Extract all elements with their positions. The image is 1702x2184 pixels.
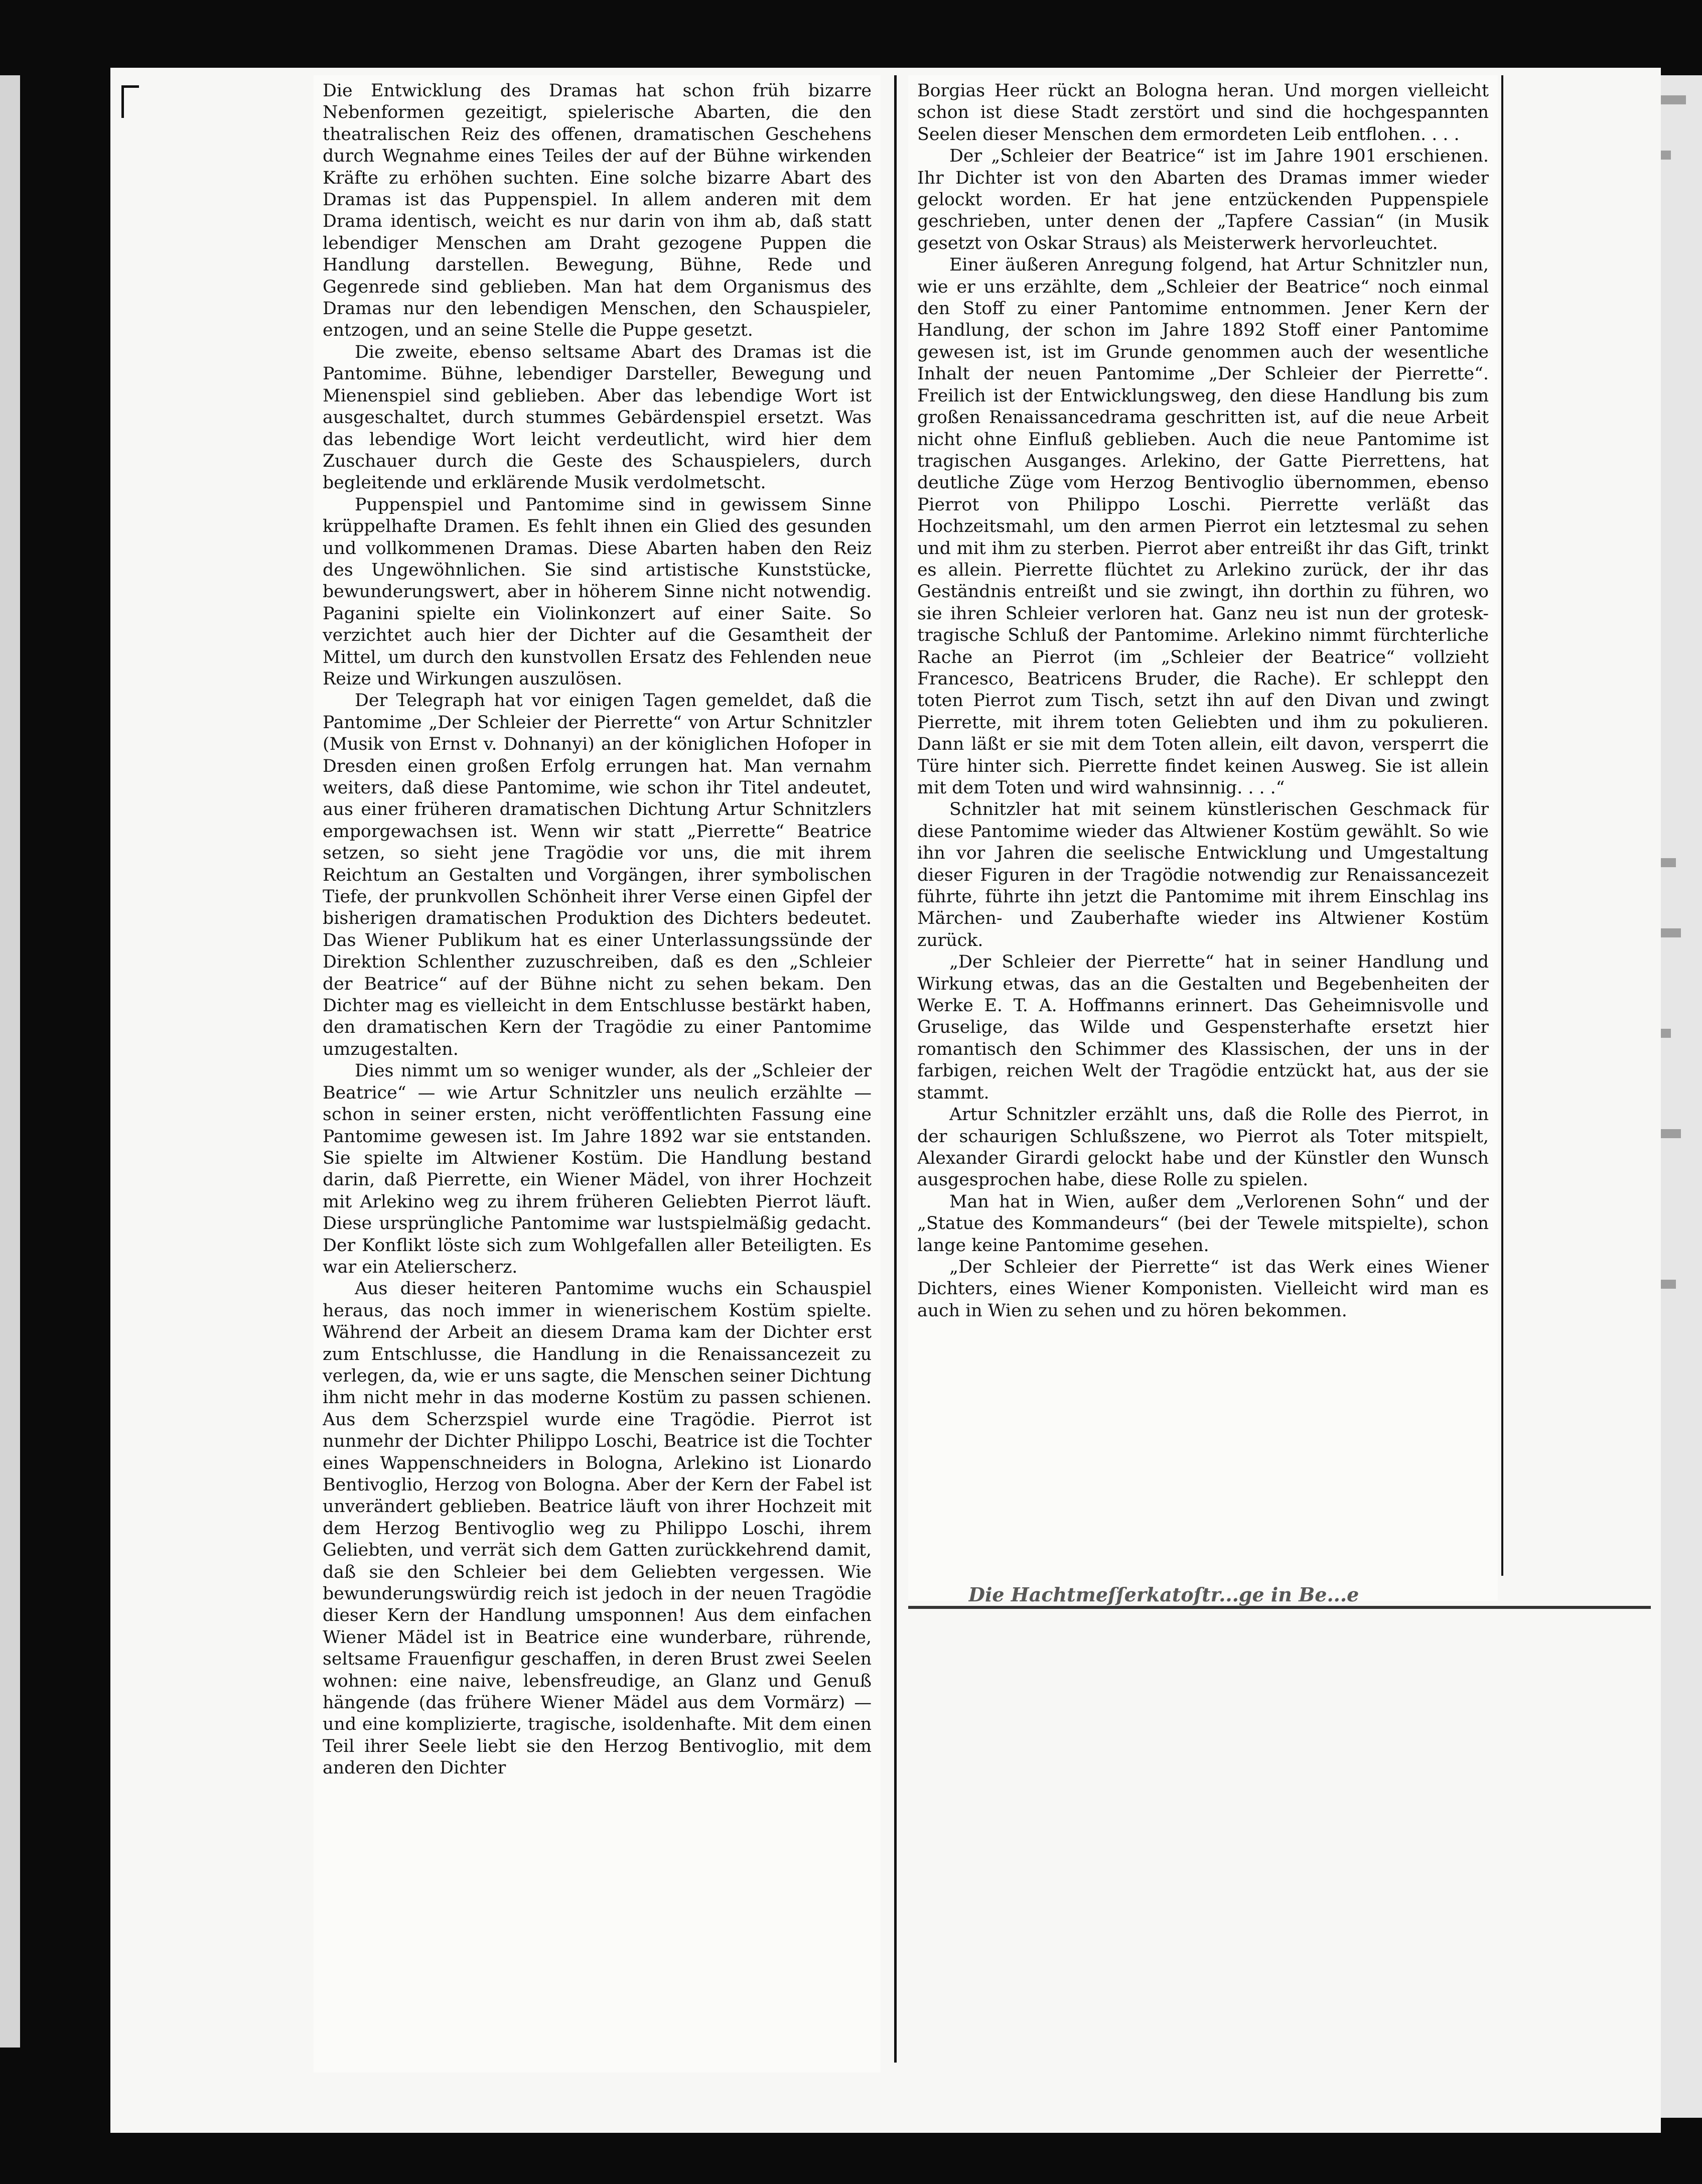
truncated-heading: Die Hachtmeſſerkatoſtr...ge in Be...e <box>968 1583 1359 1606</box>
column-right-text <box>917 80 1489 1596</box>
paragraph: Aus dieser heiteren Pantomime wuchs ein Schauspiel heraus, das noch immer in wienerischem Kostüm spielte. Während der Arbeit an diesem Drama kam der Dichter erst zum Entschlusse, die Handlung in die Renaissancezeit zu verlegen, da, wie er uns sagte, die Menschen seiner Dichtung ihm nicht mehr in das moderne Kostüm zu passen schienen. Aus dem Scherzspiel wurde eine Tragödie. Pierrot ist nunmehr der Dichter Philippo Loschi, Beatrice ist die Tochter eines Wappenschneiders in Bologna, Arlekino ist Lionardo Bentivoglio, Herzog von Bologna. Aber der Kern der Fabel ist unverändert geblieben. Beatrice läuft von ihrer Hochzeit mit dem Herzog Bentivoglio weg zu Philippo Loschi, ihrem Geliebten, und verrät sich dem Gatten zurückkehrend damit, daß sie den Schleier bei dem Geliebten vergessen. Wie bewunderungswürdig reich ist jedoch in der neuen Tragödie dieser Kern der Handlung umsponnen! Aus dem einfachen Wiener Mädel ist in Beatrice eine wunderbare, rührende, seltsame Frauenfigur geschaffen, in deren Brust zwei Seelen wohnen: eine naive, lebensfreudige, an Glanz und Genuß hängende (das frühere Wiener Mädel aus dem Vormärz) — und eine komplizierte, tragische, isoldenhafte. Mit dem einen Teil ihrer Seele liebt sie den Herzog Bentivoglio, mit dem anderen den Dichter <box>323 1279 872 1779</box>
paragraph: Schnitzler hat mit seinem künstlerischen Geschmack für diese Pantomime wieder das Altwiener Kostüm gewählt. So wie ihn vor Jahren die seelische Entwicklung und Umgestaltung dieser Figuren in der Tragödie notwendig zur Renaissancezeit führte, führte ihn jetzt die Pantomime mit ihrem Einschlag ins Märchen- und Zauberhafte wieder ins Altwiener Kostüm zurück. <box>917 799 1489 950</box>
clipping-edge-right <box>1501 75 1503 1576</box>
column-rule <box>894 75 897 2063</box>
clipping-column-left <box>314 75 881 2073</box>
paragraph: Puppenspiel und Pantomime sind in gewissem Sinne krüppelhafte Dramen. Es fehlt ihnen ein Glied des gesunden und vollkommenen Dramas. Diese Abarten haben den Reiz des Ungewöhnlichen. Sie sind artistische Kunststücke, bewunderungswert, aber in höherem Sinne nicht notwendig. Paganini spielte ein Violinkonzert auf einer Saite. So verzichtet auch hier der Dichter auf die Gesamtheit der Mittel, um durch den kunstvollen Ersatz des Fehlenden neue Reize und Wirkungen auszulösen. <box>323 494 872 689</box>
paragraph: Der Telegraph hat vor einigen Tagen gemeldet, daß die Pantomime „Der Schleier der Pierrette“ von Artur Schnitzler (Musik von Ernst v. Dohnanyi) an der königlichen Hofoper in Dresden einen großen Erfolg errungen hat. Man vernahm weiters, daß diese Pantomime, wie schon ihr Titel andeutet, aus einer früheren dramatischen Dichtung Artur Schnitzlers emporgewachsen ist. Wenn wir statt „Pierrette“ Beatrice setzen, so sieht jene Tragödie vor uns, die mit ihrem Reichtum an Gestalten und Vorgängen, ihrer symbolischen Tiefe, der prunkvollen Schönheit ihrer Verse einen Gipfel der bisherigen dramatischen Produktion des Dichters bedeutet. Das Wiener Publikum hat es einer Unterlassungssünde der Direktion Schlenther zuzuschreiben, daß es den „Schleier der Beatrice“ auf der Bühne nicht zu sehen bekam. Den Dichter mag es vielleicht in dem Entschlusse bestärkt haben, den dramatischen Kern der Tragödie zu einer Pantomime umzugestalten. <box>323 691 872 1059</box>
paragraph: Die Entwicklung des Dramas hat schon früh bizarre Nebenformen gezeitigt, spielerische Abarten, die den theatralischen Reiz des offenen, dramatischen Geschehens durch Wegnahme eines Teiles der auf der Bühne wirkenden Kräfte zu erhöhen suchten. Eine solche bizarre Abart des Dramas ist das Puppenspiel. In allem anderen mit dem Drama identisch, weicht es nur darin von ihm ab, daß statt lebendiger Menschen am Draht gezogene Puppen die Handlung darstellen. Bewegung, Bühne, Rede und Gegenrede sind geblieben. Man hat dem Organismus des Dramas nur den lebendigen Menschen, den Schauspieler, entzogen, und an seine Stelle die Puppe gesetzt. <box>323 81 872 341</box>
column-left-text <box>323 80 872 2068</box>
corner-mark <box>121 85 139 118</box>
adjacent-page-edge-left <box>0 75 20 2048</box>
clipping-bottom-edge <box>908 1606 1651 1609</box>
paragraph: Einer äußeren Anregung folgend, hat Artur Schnitzler nun, wie er uns erzählte, dem „Schleier der Beatrice“ noch einmal den Stoff zu einer Pantomime entnommen. Jener Kern der Handlung, der schon im Jahre 1892 Stoff einer Pantomime gewesen ist, ist im Grunde genommen auch der wesentliche Inhalt der neuen Pantomime „Der Schleier der Pierrette“. Freilich ist der Entwicklungsweg, den diese Handlung bis zum großen Renaissancedrama geschritten ist, auf die neue Arbeit nicht ohne Einfluß geblieben. Auch die neue Pantomime ist tragischen Ausganges. Arlekino, der Gatte Pierrettens, hat deutliche Züge vom Herzog Bentivoglio übernommen, ebenso Pierrot von Philippo Loschi. Pierrette verläßt das Hochzeitsmahl, um den armen Pierrot ein letztesmal zu sehen und mit ihm zu sterben. Pierrot aber entreißt ihr das Gift, trinkt es allein. Pierrette flüchtet zu Arlekino zurück, der ihr das Geständnis entreißt und sie zwingt, ihn dorthin zu führen, wo sie ihren Schleier verloren hat. Ganz neu ist nun der grotesk-tragische Schluß der Pantomime. Arlekino nimmt fürchterliche Rache an Pierrot (im „Schleier der Beatrice“ vollzieht Francesco, Beatricens Bruder, die Rache). Er schleppt den toten Pierrot zum Tisch, setzt ihn auf den Divan und zwingt Pierrette, mit ihrem toten Geliebten und ihm zu pokulieren. Dann läßt er sie mit dem Toten allein, eilt davon, versperrt die Türe hinter sich. Pierrette findet keinen Ausweg. Sie ist allein mit dem Toten und wird wahnsinnig. . . .“ <box>917 255 1489 798</box>
paragraph: Borgias Heer rückt an Bologna heran. Und morgen vielleicht schon ist diese Stadt zerstört und sind die hochgespannten Seelen dieser Menschen dem ermordeten Leib entflohen. . . . <box>917 81 1489 145</box>
paragraph: Man hat in Wien, außer dem „Verlorenen Sohn“ und der „Statue des Kommandeurs“ (bei der Tewele mitspielte), schon lange keine Pantomime gesehen. <box>917 1191 1489 1256</box>
clipping-column-right <box>908 75 1498 1601</box>
paragraph: Dies nimmt um so weniger wunder, als der „Schleier der Beatrice“ — wie Artur Schnitzler uns neulich erzählte — schon in seiner ersten, nicht veröffentlichten Fassung eine Pantomime gewesen ist. Im Jahre 1892 war sie entstanden. Sie spielte im Altwiener Kostüm. Die Handlung bestand darin, daß Pierrette, ein Wiener Mädel, von ihrer Hochzeit mit Arlekino weg zu ihrem früheren Geliebten Pierrot läuft. Diese ursprüngliche Pantomime war lustspielmäßig gedacht. Der Konflikt löste sich zum Wohlgefallen aller Beteiligten. Es war ein Atelierscherz. <box>323 1061 872 1277</box>
paragraph: „Der Schleier der Pierrette“ hat in seiner Handlung und Wirkung etwas, das an die Gestalten und Begebenheiten der Werke E. T. A. Hoffmanns erinnert. Das Geheimnisvolle und Gruselige, das Wilde und Gespensterhafte ersetzt hier romantisch den Schimmer des Klassischen, der uns in der farbigen, reichen Welt der Tragödie entzückt hat, aus der sie stammt. <box>917 952 1489 1103</box>
paragraph: Artur Schnitzler erzählt uns, daß die Rolle des Pierrot, in der schaurigen Schlußszene, wo Pierrot als Toter mitspielt, Alexander Girardi gelockt habe und der Künstler den Wunsch ausgesprochen habe, diese Rolle zu spielen. <box>917 1105 1489 1190</box>
paragraph: Der „Schleier der Beatrice“ ist im Jahre 1901 erschienen. Ihr Dichter ist von den Abarten des Dramas immer wieder gelockt worden. Er hat jene entzückenden Puppenspiele geschrieben, unter denen der „Tapfere Cassian“ (in Musik gesetzt von Oskar Straus) als Meisterwerk hervorleuchtet. <box>917 146 1489 253</box>
paragraph: Die zweite, ebenso seltsame Abart des Dramas ist die Pantomime. Bühne, lebendiger Darsteller, Bewegung und Mienenspiel sind geblieben. Aber das lebendige Wort ist ausgeschaltet, durch stummes Gebärdenspiel ersetzt. Was das lebendige Wort leicht verdeutlicht, wird hier dem Zuschauer durch die Geste des Schauspielers, durch begleitende und erklärende Musik verdolmetscht. <box>323 342 872 493</box>
paragraph: „Der Schleier der Pierrette“ ist das Werk eines Wiener Dichters, eines Wiener Komponisten. Vielleicht wird man es auch in Wien zu sehen und zu hören bekommen. <box>917 1257 1489 1321</box>
